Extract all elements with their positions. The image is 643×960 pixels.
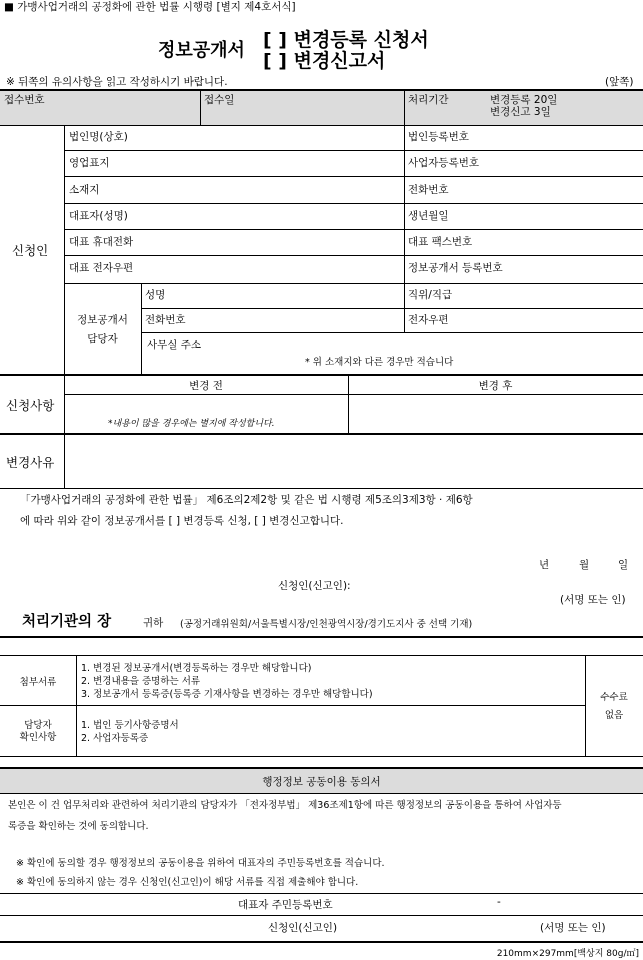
contact-section-label-2: 담당자: [87, 333, 118, 345]
rep-mobile-label: 대표 휴대전화: [69, 236, 134, 248]
contact-position-label: 직위/직급: [408, 289, 453, 301]
verify-item-2: 2. 사업자등록증: [81, 733, 149, 744]
contact-phone-label: 전화번호: [145, 314, 186, 326]
corp-name-label: 법인명(상호): [69, 131, 128, 143]
period-report: 변경신고 3일: [490, 106, 551, 118]
square-bullet-icon: ■: [4, 1, 18, 13]
changes-section-label: 신청사항: [6, 398, 55, 413]
consent-sign-hint: (서명 또는 인): [540, 922, 606, 934]
birth-date-label: 생년월일: [408, 210, 449, 222]
recipient-suffix: 귀하: [143, 617, 164, 629]
period-register: 변경등록 20일: [490, 94, 558, 106]
consent-body-line-1: 본인은 이 건 업무처리와 관련하여 처리기관의 담당자가 「전자정부법」 제36조제1항에 따른 행정정보의 공동이용을 통하여 사업자등: [8, 800, 562, 811]
date-month-label: 월: [579, 559, 590, 571]
applicant-section-label: 신청인: [12, 243, 49, 258]
consent-body-line-2: 록증을 확인하는 것에 동의합니다.: [8, 821, 149, 832]
consent-title: 행정정보 공동이용 동의서: [262, 776, 381, 788]
rep-fax-label: 대표 팩스번호: [408, 236, 473, 248]
rep-email-label: 대표 전자우편: [69, 262, 134, 274]
verify-item-1: 1. 법인 등기사항증명서: [81, 720, 179, 731]
verify-label-1: 담당자: [24, 720, 52, 731]
fee-value: 없음: [604, 710, 624, 721]
applicant-sign-hint: (서명 또는 인): [560, 594, 626, 606]
date-day-label: 일: [618, 559, 629, 571]
change-reason-label: 변경사유: [6, 455, 55, 470]
contact-name-label: 성명: [145, 289, 166, 301]
corp-reg-no-label: 법인등록번호: [408, 131, 469, 143]
before-change-header: 변경 전: [189, 380, 223, 392]
form-title-report: [ ] 변경신고서: [263, 50, 386, 72]
processing-period-label: 처리기간: [408, 94, 449, 106]
disclosure-reg-no-label: 정보공개서 등록번호: [408, 262, 503, 274]
address-label: 소재지: [69, 184, 100, 196]
representative-label: 대표자(성명): [69, 210, 128, 222]
declaration-line-1: 「가맹사업거래의 공정화에 관한 법률」 제6조의2제2항 및 같은 법 시행령 제5조의3제3항 · 제6항: [20, 494, 473, 506]
fee-label: 수수료: [600, 692, 628, 703]
consent-note-2: ※ 확인에 동의하지 않는 경우 신청인(신고인)이 해당 서류를 직접 제출해야 합니다.: [16, 877, 359, 888]
contact-section-label-1: 정보공개서: [77, 314, 128, 326]
business-reg-no-label: 사업자등록번호: [408, 157, 480, 169]
recipient-note: (공정거래위원회/서울특별시장/인천광역시장/경기도지사 중 선택 기재): [180, 619, 473, 630]
business-sign-label: 영업표지: [69, 157, 110, 169]
rrn-dash: -: [497, 896, 501, 908]
rrn-label: 대표자 주민등록번호: [238, 899, 333, 911]
attachment-item-3: 3. 정보공개서 등록증(등록증 기재사항을 변경하는 경우만 해당합니다): [81, 689, 373, 700]
form-title-prefix: 정보공개서: [158, 40, 245, 61]
consent-signer-label: 신청인(신고인): [268, 922, 338, 934]
date-year-label: 년: [539, 559, 550, 571]
contact-email-label: 전자우편: [408, 314, 449, 326]
form-title-register: [ ] 변경등록 신청서: [263, 29, 429, 51]
overflow-note: *내용이 많을 경우에는 별지에 작성합니다.: [108, 419, 275, 429]
attachment-item-2: 2. 변경내용을 증명하는 서류: [81, 676, 201, 687]
law-reference: ■ 가맹사업거래의 공정화에 관한 법률 시행령 [별지 제4호서식]: [4, 1, 296, 13]
office-address-note: * 위 소재지와 다른 경우만 적습니다: [305, 357, 454, 368]
instruction-note: ※ 뒤쪽의 유의사항을 읽고 작성하시기 바랍니다.: [6, 76, 228, 88]
receipt-number-label: 접수번호: [4, 94, 45, 106]
after-change-header: 변경 후: [478, 380, 513, 392]
verify-label-2: 확인사항: [19, 732, 57, 743]
page-side-label: (앞쪽): [605, 76, 634, 88]
paper-size-note: 210mm×297mm[백상지 80g/㎡]: [496, 949, 639, 959]
recipient-title: 처리기관의 장: [22, 614, 112, 630]
attachment-item-1: 1. 변경된 정보공개서(변경등록하는 경우만 해당합니다): [81, 663, 312, 674]
office-address-label: 사무실 주소: [147, 339, 202, 351]
phone-label: 전화번호: [408, 184, 449, 196]
consent-note-1: ※ 확인에 동의할 경우 행정정보의 공동이용을 위하여 대표자의 주민등록번호를 적습니다.: [16, 858, 385, 869]
declaration-line-2: 에 따라 위와 같이 정보공개서를 [ ] 변경등록 신청, [ ] 변경신고합니다.: [20, 515, 344, 527]
attachments-label: 첨부서류: [19, 677, 57, 688]
applicant-signature-label: 신청인(신고인):: [278, 580, 351, 592]
receipt-date-label: 접수일: [204, 94, 235, 106]
